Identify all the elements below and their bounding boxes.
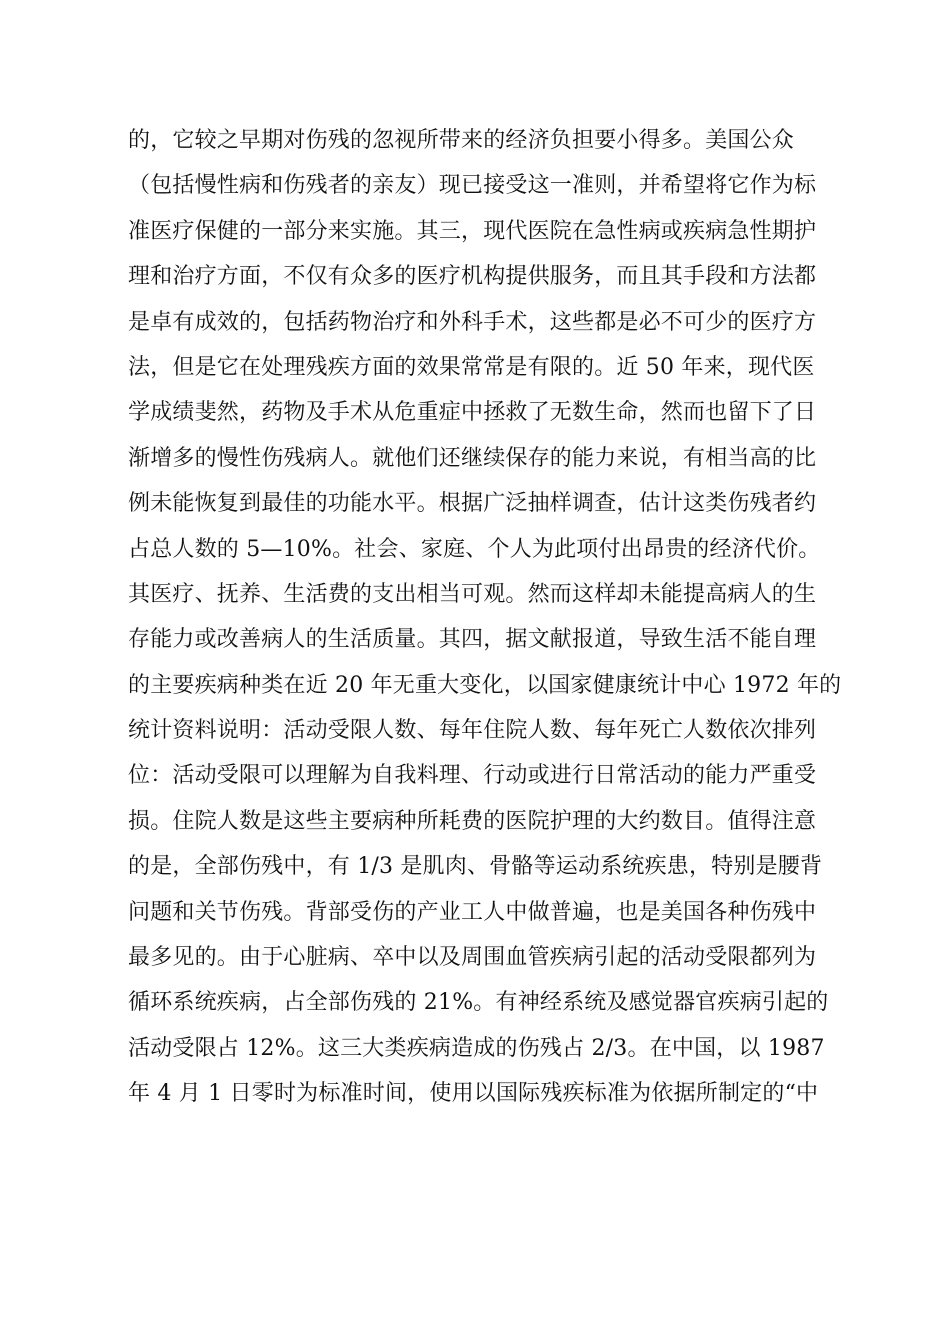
text-line: 的是，全部伤残中，有 1/3 是肌肉、骨骼等运动系统疾患，特别是腰背 — [128, 854, 823, 880]
text-line: 例未能恢复到最佳的功能水平。根据广泛抽样调查，估计这类伤残者约 — [128, 491, 817, 517]
text-line: 年 4 月 1 日零时为标准时间，使用以国际残疾标准为依据所制定的“中 — [128, 1081, 819, 1107]
text-line: （包括慢性病和伤残者的亲友）现已接受这一准则，并希望将它作为标 — [128, 173, 817, 199]
text-line: 理和治疗方面，不仅有众多的医疗机构提供服务，而且其手段和方法都 — [128, 264, 817, 290]
text-line: 位：活动受限可以理解为自我料理、行动或进行日常活动的能力严重受 — [128, 763, 817, 789]
body-text — [128, 118, 842, 1117]
text-line: 占总人数的 5—10%。社会、家庭、个人为此项付出昂贵的经济代价。 — [128, 536, 821, 562]
text-line: 准医疗保健的一部分来实施。其三，现代医院在急性病或疾病急性期护 — [128, 218, 817, 244]
text-line: 损。住院人数是这些主要病种所耗费的医院护理的大约数目。值得注意 — [128, 808, 817, 834]
text-line: 其医疗、抚养、生活费的支出相当可观。然而这样却未能提高病人的生 — [128, 581, 817, 607]
text-line: 活动受限占 12%。这三大类疾病造成的伤残占 2/3。在中国，以 1987 — [128, 1035, 825, 1061]
text-line: 渐增多的慢性伤残病人。就他们还继续保存的能力来说，有相当高的比 — [128, 445, 817, 471]
text-line: 是卓有成效的，包括药物治疗和外科手术，这些都是必不可少的医疗方 — [128, 309, 817, 335]
text-line: 循环系统疾病，占全部伤残的 21%。有神经系统及感觉器官疾病引起的 — [128, 990, 829, 1016]
text-line: 法，但是它在处理残疾方面的效果常常是有限的。近 50 年来，现代医 — [128, 354, 815, 380]
text-line: 统计资料说明：活动受限人数、每年住院人数、每年死亡人数依次排列 — [128, 718, 817, 744]
text-line: 存能力或改善病人的生活质量。其四，据文献报道，导致生活不能自理 — [128, 627, 817, 653]
text-line: 问题和关节伤残。背部受伤的产业工人中做普遍，也是美国各种伤残中 — [128, 899, 817, 925]
text-line: 的，它较之早期对伤残的忽视所带来的经济负担要小得多。美国公众 — [128, 128, 795, 153]
text-line: 的主要疾病种类在近 20 年无重大变化，以国家健康统计中心 1972 年的 — [128, 672, 842, 698]
text-line: 学成绩斐然，药物及手术从危重症中拯救了无数生命，然而也留下了日 — [128, 400, 817, 426]
text-line: 最多见的。由于心脏病、卒中以及周围血管疾病引起的活动受限都列为 — [128, 945, 817, 971]
